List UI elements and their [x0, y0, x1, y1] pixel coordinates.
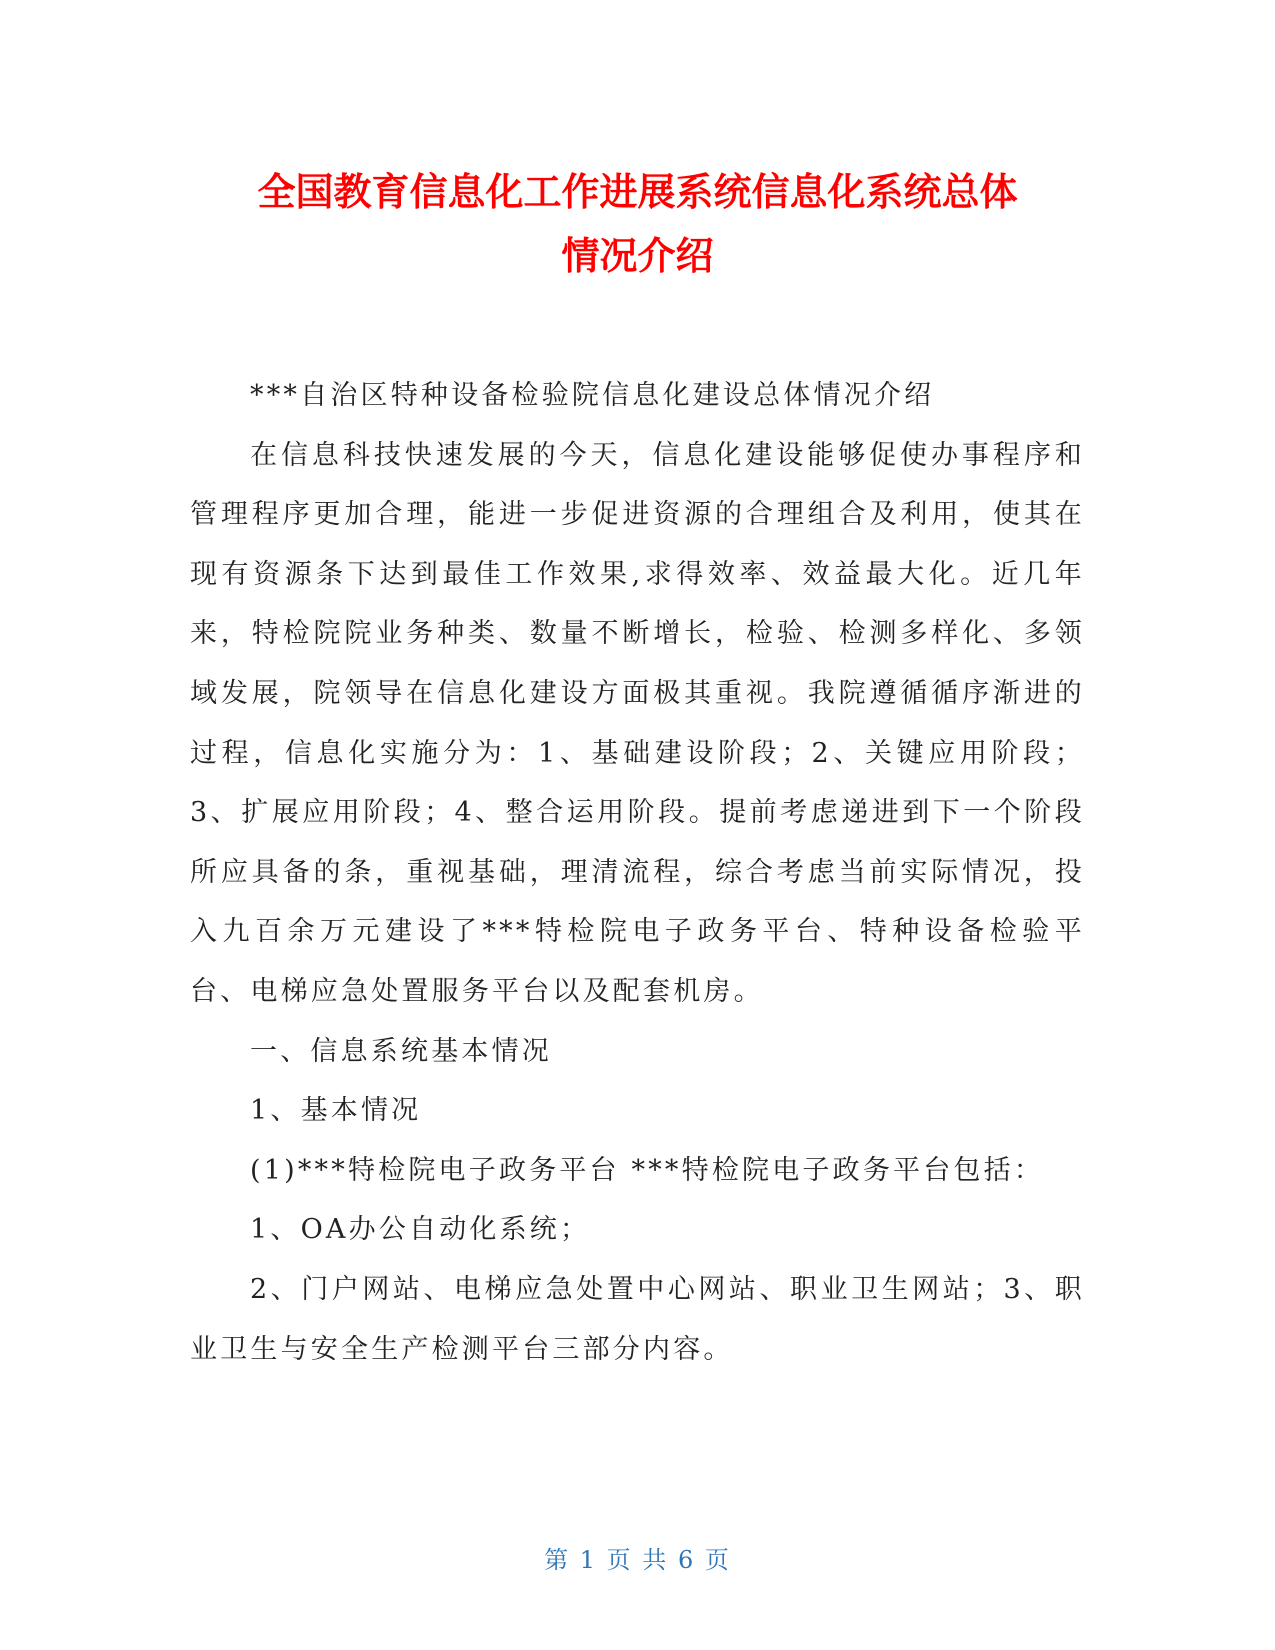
subsection-heading-1: 1、基本情况 [250, 1095, 422, 1127]
document-body [190, 366, 1085, 1379]
document-title [150, 160, 1125, 288]
section-heading-1: 一、信息系统基本情况 [250, 1035, 552, 1067]
document-title-line-1: 全国教育信息化工作进展系统信息化系统总体 [257, 170, 1018, 214]
page-footer [0, 1540, 1275, 1575]
paragraph-subtitle: ***自治区特种设备检验院信息化建设总体情况介绍 [250, 380, 935, 411]
document-title-line-2: 情况介绍 [561, 234, 714, 278]
paragraph-intro: 在信息科技快速发展的今天，信息化建设能够促使办事程序和管理程序更加合理，能进一步促进资源的合理组合及利用，使其在现有资源条下达到最佳工作效果,求得效率、效益最大化。近几年来，特检院院业务种类、数量不断增长，检验、检测多样化、多领域发展，院领导在信息化建设方面极其重视。我院遵循循序渐进的过程，信息化实施分为：1、基础建设阶段；2、关键应用阶段；3、扩展应用阶段；4、整合运用阶段。提前考虑递进到下一个阶段所应具备的条，重视基础，理清流程，综合考虑当前实际情况，投入九百余万元建设了***特检院电子政务平台、特种设备检验平台、电梯应急处置服务平台以及配套机房。 [190, 439, 1085, 1007]
page-number: 第 1 页 共 6 页 [544, 1546, 731, 1574]
list-item-websites: 2、门户网站、电梯应急处置中心网站、职业卫生网站；3、职业卫生与安全生产检测平台三部分内容。 [190, 1273, 1085, 1365]
list-item-oa: 1、OA办公自动化系统； [250, 1214, 591, 1246]
paragraph-platform: (1)***特检院电子政务平台 ***特检院电子政务平台包括： [250, 1154, 1045, 1186]
